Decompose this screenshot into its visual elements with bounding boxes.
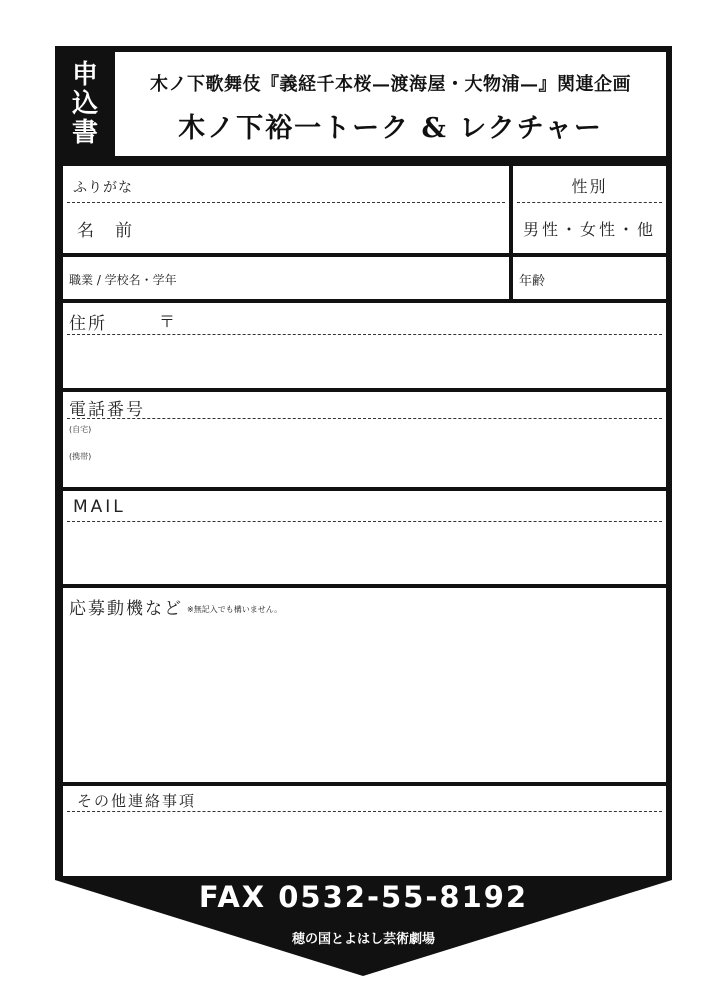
theater-name: 穂の国とよはし芸術劇場 <box>291 932 435 947</box>
mail-field[interactable] <box>63 491 666 584</box>
age-label: 年齢 <box>519 274 546 289</box>
event-subtitle: 木ノ下歌舞伎『義経千本桜—渡海屋・大物浦—』関連企画 <box>150 74 631 95</box>
phone-mobile-label: (携帯) <box>69 452 92 461</box>
gender-options: 男性・女性・他 <box>522 220 656 239</box>
motivation-label-text: 応募動機など <box>69 599 183 619</box>
address-label: 住所 <box>69 314 107 334</box>
address-field[interactable] <box>63 303 666 388</box>
age-field[interactable] <box>513 257 666 299</box>
dashed-divider <box>517 202 662 203</box>
phone-field[interactable] <box>63 392 666 487</box>
name-field[interactable] <box>63 166 509 253</box>
name-label: 名 前 <box>77 221 134 241</box>
dashed-divider <box>67 334 662 335</box>
dashed-divider <box>67 811 662 812</box>
occupation-field[interactable] <box>63 257 509 299</box>
other-notes-label: その他連絡事項 <box>77 792 197 810</box>
occupation-label: 職業 / 学校名・学年 <box>69 273 177 287</box>
gender-label: 性別 <box>571 177 608 196</box>
phone-label: 電話番号 <box>69 400 145 420</box>
other-notes-field[interactable] <box>63 786 666 876</box>
event-title: 木ノ下裕一トーク & レクチャー <box>178 113 603 144</box>
tag-char: 申 <box>71 59 98 90</box>
gender-field[interactable] <box>513 166 666 253</box>
fax-number: FAX 0532-55-8192 <box>198 880 529 914</box>
header-title-box <box>115 52 666 156</box>
postal-mark: 〒 <box>159 312 176 331</box>
motivation-label <box>69 594 282 619</box>
motivation-field[interactable] <box>63 588 666 782</box>
application-form-tag <box>55 46 115 162</box>
dashed-divider <box>67 418 662 419</box>
mail-label: MAIL <box>73 497 126 517</box>
phone-home-label: (自宅) <box>69 425 92 434</box>
furigana-label: ふりがな <box>73 180 133 196</box>
dashed-divider <box>67 521 662 522</box>
motivation-note: ※無記入でも構いません。 <box>187 604 283 614</box>
tag-char: 込 <box>71 88 98 119</box>
tag-char: 書 <box>71 117 98 148</box>
dashed-divider <box>67 202 505 203</box>
